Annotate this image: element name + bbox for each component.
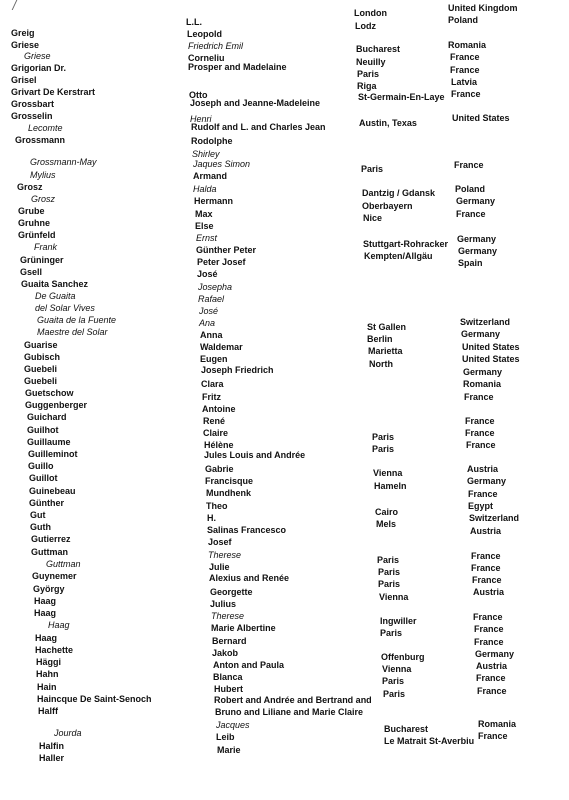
given-name-entry: Anna — [200, 330, 223, 340]
city-entry: Vienna — [382, 664, 412, 674]
country-entry: France — [474, 637, 504, 647]
given-name-entry: Therese — [208, 550, 242, 560]
city-entry: Stuttgart-Rohracker — [363, 239, 449, 249]
given-name-entry: Corneliu — [188, 53, 225, 63]
surname-entry: Gruhne — [18, 218, 51, 228]
surname-entry: Grünfeld — [18, 230, 56, 240]
given-name-entry: Rafael — [198, 294, 225, 304]
given-name-entry: Bernard — [212, 636, 247, 646]
surname-entry: Guillo — [28, 461, 54, 471]
surname-entry: Halfin — [39, 741, 65, 751]
country-entry: Switzerland — [469, 513, 520, 523]
given-name-entry: Claire — [203, 428, 229, 438]
surname-entry: Hachette — [35, 645, 74, 655]
given-name-entry: Friedrich Emil — [188, 41, 244, 51]
city-entry: Paris — [382, 676, 405, 686]
given-name-entry: Peter Josef — [197, 257, 246, 267]
city-entry: Neuilly — [356, 57, 386, 67]
country-entry: France — [473, 612, 503, 622]
surname-entry: Gut — [30, 510, 46, 520]
given-name-entry: Hubert — [214, 684, 243, 694]
surname-entry: Häggi — [36, 657, 62, 667]
surname-entry: Guttman — [46, 559, 81, 569]
given-name-entry: Armand — [193, 171, 228, 181]
given-name-entry: Günther Peter — [196, 245, 257, 255]
surname-entry: Jourda — [54, 728, 82, 738]
country-entry: France — [472, 575, 502, 585]
surname-entry: Griese — [11, 40, 40, 50]
given-name-entry: Eugen — [200, 354, 228, 364]
city-entry: Austin, Texas — [359, 118, 417, 128]
surname-entry: Grigorian Dr. — [11, 63, 67, 73]
city-entry: Hameln — [374, 481, 407, 491]
surname-entry: György — [33, 584, 65, 594]
country-entry: United States — [462, 354, 520, 364]
surname-entry: Guilleminot — [28, 449, 78, 459]
city-entry: North — [369, 359, 393, 369]
country-entry: Germany — [457, 234, 497, 244]
country-entry: Germany — [461, 329, 501, 339]
surname-entry: Hahn — [36, 669, 59, 679]
city-entry: Ingwiller — [380, 616, 417, 626]
given-name-entry: Ernst — [196, 233, 218, 243]
surname-entry: Haag — [34, 596, 57, 606]
surname-entry: Greig — [11, 28, 35, 38]
country-entry: Germany — [456, 196, 496, 206]
given-name-entry: Gabrie — [205, 464, 234, 474]
country-entry: France — [476, 673, 506, 683]
city-entry: Bucharest — [384, 724, 429, 734]
surname-entry: Mylius — [30, 170, 56, 180]
given-name-entry: Leopold — [187, 29, 222, 39]
given-name-entry: Francisque — [205, 476, 254, 486]
given-name-entry: Clara — [201, 379, 224, 389]
given-name-entry: Jaques Simon — [193, 159, 251, 169]
country-entry: Poland — [448, 15, 479, 25]
country-entry: Germany — [458, 246, 498, 256]
given-name-entry: José — [197, 269, 218, 279]
given-name-entry: Joseph Friedrich — [201, 365, 274, 375]
surname-entry: Grivart De Kerstrart — [11, 87, 96, 97]
given-name-entry: Julie — [209, 562, 230, 572]
city-entry: London — [354, 8, 387, 18]
city-entry: Mels — [376, 519, 397, 529]
city-entry: Cairo — [375, 507, 399, 517]
surname-entry: Grossmann-May — [30, 157, 97, 167]
given-name-entry: Marie Albertine — [211, 623, 276, 633]
surname-entry: Grossmann — [15, 135, 66, 145]
country-entry: Austria — [470, 526, 502, 536]
city-entry: Vienna — [373, 468, 403, 478]
given-name-entry: Prosper and Madelaine — [188, 62, 287, 72]
surname-entry: Gubisch — [24, 352, 61, 362]
country-entry: Germany — [467, 476, 507, 486]
city-entry: Offenburg — [381, 652, 425, 662]
surname-entry: Guetschow — [25, 388, 74, 398]
surname-entry: Guebeli — [24, 364, 58, 374]
city-entry: Paris — [372, 444, 395, 454]
given-name-entry: Robert and Andrée and Bertrand and — [214, 695, 372, 705]
surname-entry: del Solar Vives — [35, 303, 95, 313]
city-entry: Paris — [378, 567, 401, 577]
given-name-entry: Joseph and Jeanne-Madeleine — [190, 98, 321, 108]
given-name-entry: Salinas Francesco — [207, 525, 287, 535]
given-name-entry: Shirley — [192, 149, 220, 159]
city-entry: Marietta — [368, 346, 403, 356]
city-entry: Paris — [380, 628, 403, 638]
city-entry: Nice — [363, 213, 383, 223]
country-entry: France — [451, 89, 481, 99]
country-entry: Austria — [467, 464, 499, 474]
surname-entry: Grisel — [11, 75, 37, 85]
country-entry: France — [468, 489, 498, 499]
given-name-entry: Marie — [217, 745, 241, 755]
surname-entry: Griese — [24, 51, 51, 61]
country-entry: France — [465, 416, 495, 426]
given-name-entry: Antoine — [202, 404, 236, 414]
given-name-entry: Hermann — [194, 196, 234, 206]
country-entry: France — [471, 563, 501, 573]
given-name-entry: Bruno and Liliane and Marie Claire — [215, 707, 364, 717]
surname-entry: Guynemer — [32, 571, 77, 581]
scan-mark — [12, 0, 24, 10]
country-entry: France — [465, 428, 495, 438]
city-entry: Paris — [357, 69, 380, 79]
surname-entry: Günther — [29, 498, 64, 508]
country-entry: United States — [452, 113, 510, 123]
surname-entry: Grosz — [31, 194, 56, 204]
country-entry: Austria — [476, 661, 508, 671]
surname-entry: Grube — [18, 206, 45, 216]
surname-entry: Guarise — [24, 340, 58, 350]
given-name-entry: Henri — [190, 114, 212, 124]
city-entry: St Gallen — [367, 322, 407, 332]
country-entry: France — [471, 551, 501, 561]
city-entry: Paris — [378, 579, 401, 589]
surname-entry: Haag — [34, 608, 57, 618]
country-entry: Romania — [463, 379, 502, 389]
country-entry: France — [478, 731, 508, 741]
country-entry: France — [464, 392, 494, 402]
given-name-entry: Else — [195, 221, 214, 231]
surname-entry: Grossbart — [11, 99, 55, 109]
country-entry: Romania — [478, 719, 517, 729]
country-entry: France — [456, 209, 486, 219]
surname-entry: Guillot — [29, 473, 58, 483]
surname-entry: Haller — [39, 753, 65, 763]
country-entry: France — [450, 52, 480, 62]
city-entry: St-Germain-En-Laye — [358, 92, 445, 102]
city-entry: Riga — [357, 81, 377, 91]
surname-entry: Guaita de la Fuente — [37, 315, 117, 325]
given-name-entry: Jacques — [216, 720, 250, 730]
city-entry: Dantzig / Gdansk — [362, 188, 436, 198]
given-name-entry: Rudolf and L. and Charles Jean — [191, 122, 326, 132]
given-name-entry: Josef — [208, 537, 232, 547]
city-entry: Paris — [361, 164, 384, 174]
surname-entry: Haag — [48, 620, 70, 630]
surname-entry: Guillaume — [27, 437, 71, 447]
country-entry: United States — [462, 342, 520, 352]
given-name-entry: Ana — [199, 318, 216, 328]
country-entry: Romania — [448, 40, 487, 50]
given-name-entry: Blanca — [213, 672, 243, 682]
surname-entry: Gutierrez — [31, 534, 71, 544]
surname-entry: Maestre del Solar — [37, 327, 108, 337]
surname-entry: Guilhot — [27, 425, 59, 435]
given-name-entry: Halda — [193, 184, 217, 194]
surname-entry: Grüninger — [20, 255, 64, 265]
surname-entry: Guinebeau — [29, 486, 76, 496]
given-name-entry: Alexius and Renée — [209, 573, 290, 583]
city-entry: Lodz — [355, 21, 376, 31]
given-name-entry: L.L. — [186, 17, 202, 27]
country-entry: France — [450, 65, 480, 75]
given-name-entry: Theo — [206, 501, 228, 511]
given-name-entry: José — [199, 306, 219, 316]
country-entry: Egypt — [468, 501, 494, 511]
surname-entry: Haincque De Saint-Senoch — [37, 694, 152, 704]
given-name-entry: Mundhenk — [206, 488, 251, 498]
given-name-entry: Fritz — [202, 392, 221, 402]
city-entry: Bucharest — [356, 44, 401, 54]
country-entry: Austria — [473, 587, 505, 597]
given-name-entry: Julius — [210, 599, 237, 609]
city-entry: Oberbayern — [362, 201, 413, 211]
given-name-entry: Rodolphe — [191, 136, 233, 146]
country-entry: France — [466, 440, 496, 450]
surname-entry: Lecomte — [28, 123, 63, 133]
city-entry: Berlin — [367, 334, 393, 344]
surname-entry: Hain — [37, 682, 57, 692]
surname-entry: Haag — [35, 633, 58, 643]
country-entry: Germany — [475, 649, 515, 659]
city-entry: Vienna — [379, 592, 409, 602]
surname-entry: Guichard — [27, 412, 67, 422]
given-name-entry: H. — [207, 513, 216, 523]
given-name-entry: Hélène — [204, 440, 234, 450]
city-entry: Kempten/Allgäu — [364, 251, 433, 261]
city-entry: Paris — [377, 555, 400, 565]
given-name-entry: Therese — [211, 611, 245, 621]
country-entry: Latvia — [451, 77, 478, 87]
surname-entry: Halff — [38, 706, 58, 716]
surname-entry: Gsell — [20, 267, 43, 277]
country-entry: United Kingdom — [448, 3, 518, 13]
country-entry: Poland — [455, 184, 486, 194]
surname-entry: Frank — [34, 242, 58, 252]
surname-entry: Guggenberger — [25, 400, 88, 410]
given-name-entry: Anton and Paula — [213, 660, 285, 670]
country-entry: France — [477, 686, 507, 696]
given-name-entry: Georgette — [210, 587, 253, 597]
country-entry: Germany — [463, 367, 503, 377]
given-name-entry: Josepha — [198, 282, 233, 292]
country-entry: Spain — [458, 258, 483, 268]
country-entry: Switzerland — [460, 317, 511, 327]
given-name-entry: Leib — [216, 732, 235, 742]
surname-entry: De Guaita — [35, 291, 76, 301]
surname-entry: Guebeli — [24, 376, 58, 386]
given-name-entry: Waldemar — [200, 342, 243, 352]
country-entry: France — [474, 624, 504, 634]
city-entry: Paris — [383, 689, 406, 699]
city-entry: Le Matrait St-Averbiu — [384, 736, 475, 746]
given-name-entry: Jakob — [212, 648, 239, 658]
surname-entry: Guth — [30, 522, 51, 532]
city-entry: Paris — [372, 432, 395, 442]
country-entry: France — [454, 160, 484, 170]
given-name-entry: René — [203, 416, 226, 426]
surname-entry: Grosselin — [11, 111, 53, 121]
given-name-entry: Max — [195, 209, 213, 219]
surname-entry: Grosz — [17, 182, 43, 192]
surname-entry: Guttman — [31, 547, 68, 557]
surname-entry: Guaita Sanchez — [21, 279, 89, 289]
given-name-entry: Jules Louis and Andrée — [204, 450, 306, 460]
given-name-entry: Otto — [189, 90, 208, 100]
